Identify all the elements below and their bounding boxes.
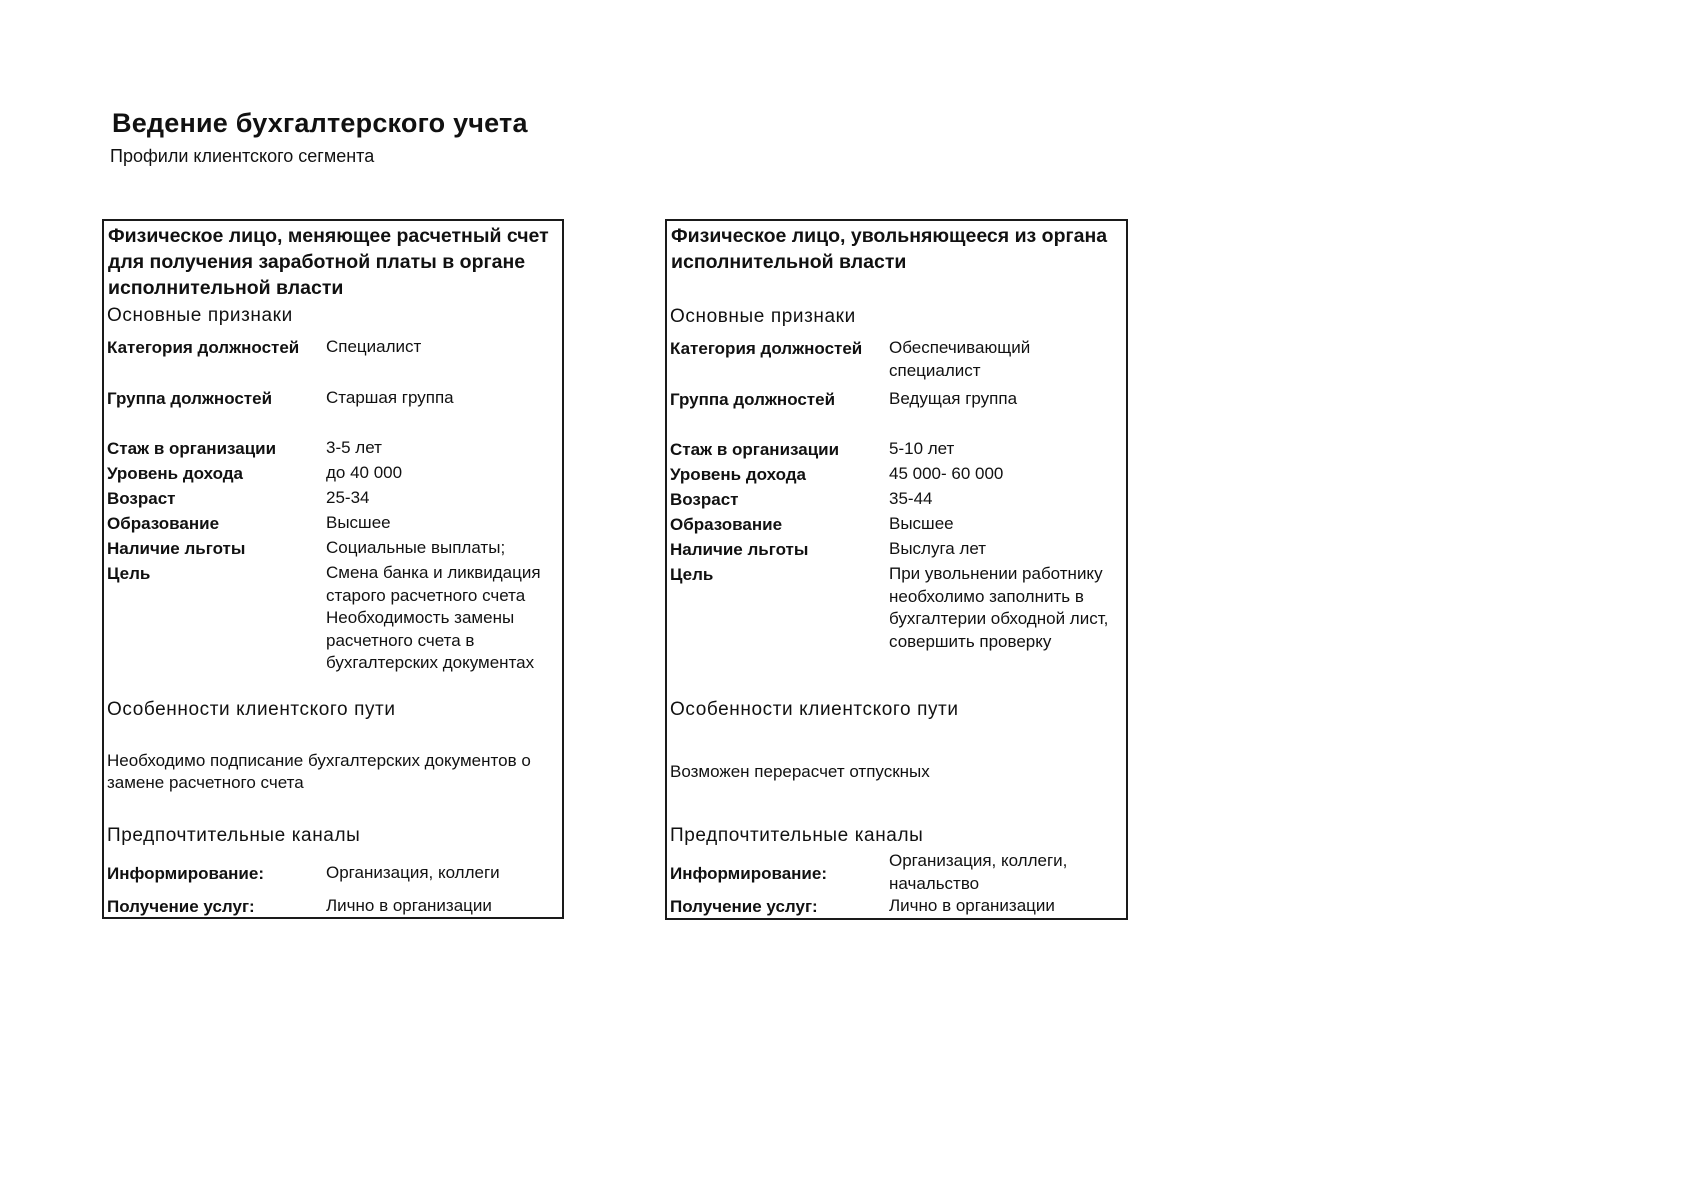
profile-heading: Физическое лицо, меняющее расчетный счет для получения заработной платы в органе исполнительной власти (108, 225, 549, 299)
attr-value-education: Высшее (889, 514, 954, 533)
attr-value-benefits: Выслуга лет (889, 539, 987, 558)
attr-value-age: 25-34 (326, 488, 370, 507)
channel-value-service: Лично в организации (889, 896, 1055, 915)
attr-label-position-group: Группа должностей (107, 389, 273, 408)
attr-label-income: Уровень дохода (107, 464, 244, 483)
attr-label-position-category: Категория должностей (670, 339, 863, 358)
page-title: Ведение бухгалтерского учета (112, 108, 528, 138)
attr-label-age: Возраст (670, 490, 739, 509)
profile-heading: Физическое лицо, увольняющееся из органа исполнительной власти (671, 225, 1108, 273)
attr-label-education: Образование (670, 515, 783, 534)
journey-text: Необходимо подписание бухгалтерских документов о замене расчетного счета (107, 751, 531, 792)
channels-label: Предпочтительные каналы (670, 825, 924, 846)
main-features-label: Основные признаки (107, 305, 293, 326)
attr-label-age: Возраст (107, 489, 176, 508)
journey-label: Особенности клиентского пути (107, 699, 396, 720)
attr-value-income: 45 000- 60 000 (889, 464, 1004, 483)
attr-label-position-category: Категория должностей (107, 338, 300, 357)
attr-label-benefits: Наличие льготы (107, 539, 246, 558)
attr-label-education: Образование (107, 514, 220, 533)
channel-label-service: Получение услуг: (107, 897, 255, 916)
attr-value-age: 35-44 (889, 489, 933, 508)
attr-value-position-category: Специалист (326, 337, 422, 356)
channel-value-service: Лично в организации (326, 896, 492, 915)
page-subtitle: Профили клиентского сегмента (110, 146, 375, 166)
attr-value-position-group: Старшая группа (326, 388, 454, 407)
attr-label-goal: Цель (670, 565, 714, 584)
attr-value-tenure: 3-5 лет (326, 438, 382, 457)
attr-value-income: до 40 000 (326, 463, 403, 482)
attr-value-tenure: 5-10 лет (889, 439, 955, 458)
journey-text: Возможен перерасчет отпускных (670, 762, 930, 781)
attr-value-goal: Смена банка и ликвидация старого расчетного счета Необходимость замены расчетного счета в бухгалтерских документах (326, 563, 541, 672)
journey-label: Особенности клиентского пути (670, 699, 959, 720)
channel-value-informing: Организация, коллеги (326, 863, 500, 882)
main-features-label: Основные признаки (670, 306, 856, 327)
channel-value-informing: Организация, коллеги, начальство (889, 851, 1068, 893)
attr-value-position-category: Обеспечивающий специалист (889, 338, 1031, 380)
channel-label-informing: Информирование: (107, 864, 264, 883)
attr-value-position-group: Ведущая группа (889, 389, 1018, 408)
attr-label-position-group: Группа должностей (670, 390, 836, 409)
attr-value-education: Высшее (326, 513, 391, 532)
channels-label: Предпочтительные каналы (107, 825, 361, 846)
attr-value-benefits: Социальные выплаты; (326, 538, 506, 557)
profile-card-resigning (665, 219, 1128, 920)
profile-card-salary-account (102, 219, 564, 919)
attr-label-goal: Цель (107, 564, 151, 583)
attr-label-tenure: Стаж в организации (107, 439, 277, 458)
attr-label-tenure: Стаж в организации (670, 440, 840, 459)
attr-value-goal: При увольнении работнику необхолимо заполнить в бухгалтерии обходной лист, совершить проверку (889, 564, 1109, 651)
attr-label-benefits: Наличие льготы (670, 540, 809, 559)
channel-label-informing: Информирование: (670, 864, 827, 883)
attr-label-income: Уровень дохода (670, 465, 807, 484)
channel-label-service: Получение услуг: (670, 897, 818, 916)
